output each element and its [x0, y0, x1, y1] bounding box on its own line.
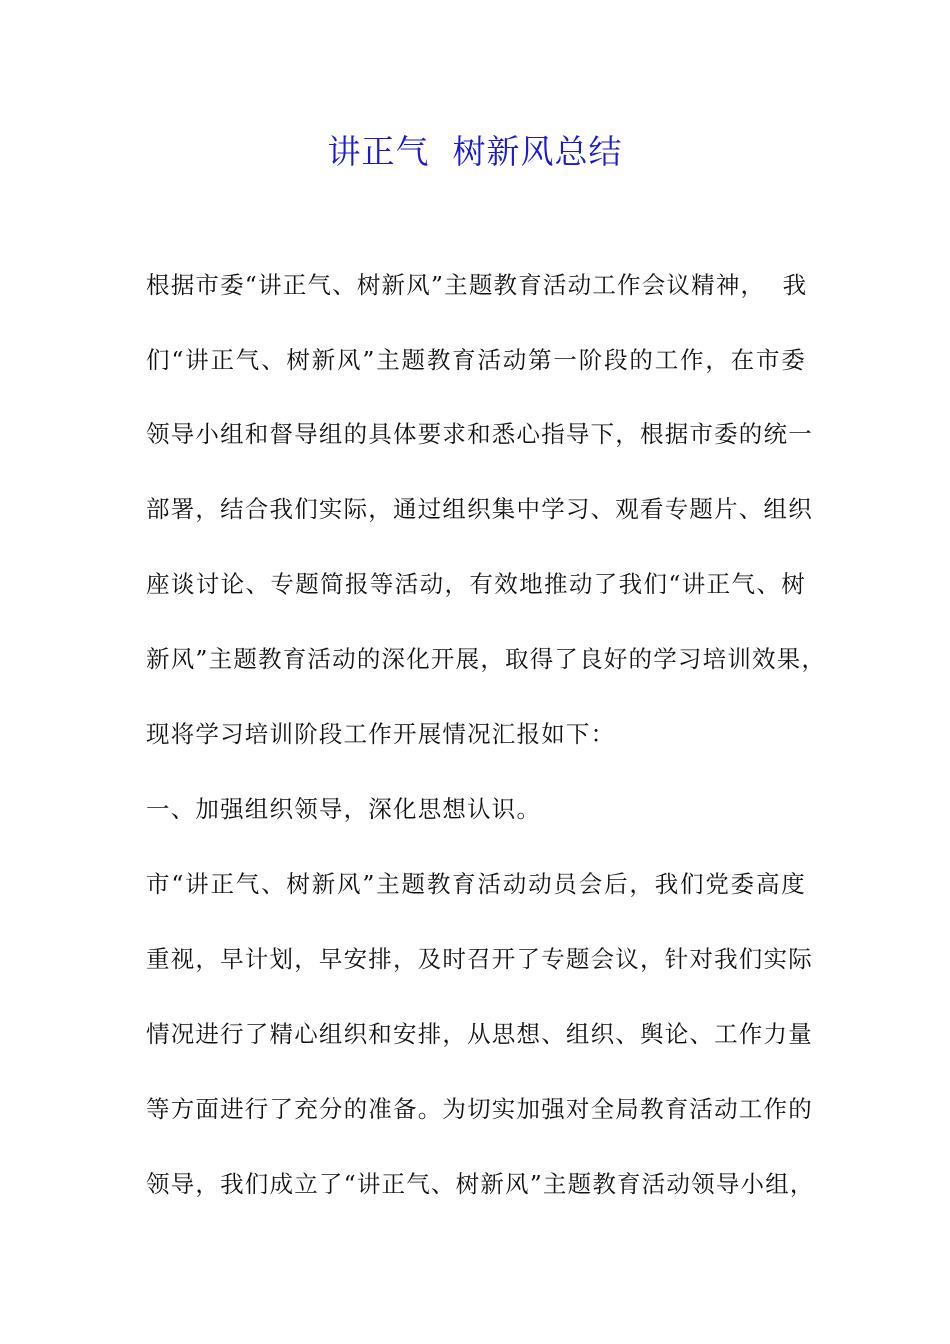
body-line-7: 现将学习培训阶段工作开展情况汇报如下：: [146, 720, 616, 748]
body-line-1: 根据市委“讲正气、树新风”主题教育活动工作会议精神， 我: [146, 271, 808, 299]
body-line-6: 新风”主题教育活动的深化开展，取得了良好的学习培训效果，: [146, 645, 827, 673]
body-line-9: 市“讲正气、树新风”主题教育活动动员会后，我们党委高度: [146, 870, 806, 898]
body-line-10: 重视，早计划，早安排，及时召开了专题会议，针对我们实际: [146, 945, 813, 973]
document-title: 讲正气 树新风总结: [327, 132, 623, 171]
body-line-11: 情况进行了精心组织和安排，从思想、组织、舆论、工作力量: [146, 1020, 813, 1048]
body-line-2: 们“讲正气、树新风”主题教育活动第一阶段的工作，在市委: [146, 346, 806, 374]
body-line-3: 领导小组和督导组的具体要求和悉心指导下，根据市委的统一: [146, 420, 813, 448]
body-line-4: 部署，结合我们实际，通过组织集中学习、观看专题片、组织: [146, 495, 813, 523]
body-line-13: 领导，我们成立了“讲正气、树新风”主题教育活动领导小组，: [146, 1170, 815, 1198]
body-line-5: 座谈讨论、专题简报等活动，有效地推动了我们“讲正气、树: [146, 570, 806, 598]
body-line-12: 等方面进行了充分的准备。为切实加强对全局教育活动工作的: [146, 1095, 813, 1123]
section-heading-1: 一、加强组织领导，深化思想认识。: [146, 795, 542, 823]
